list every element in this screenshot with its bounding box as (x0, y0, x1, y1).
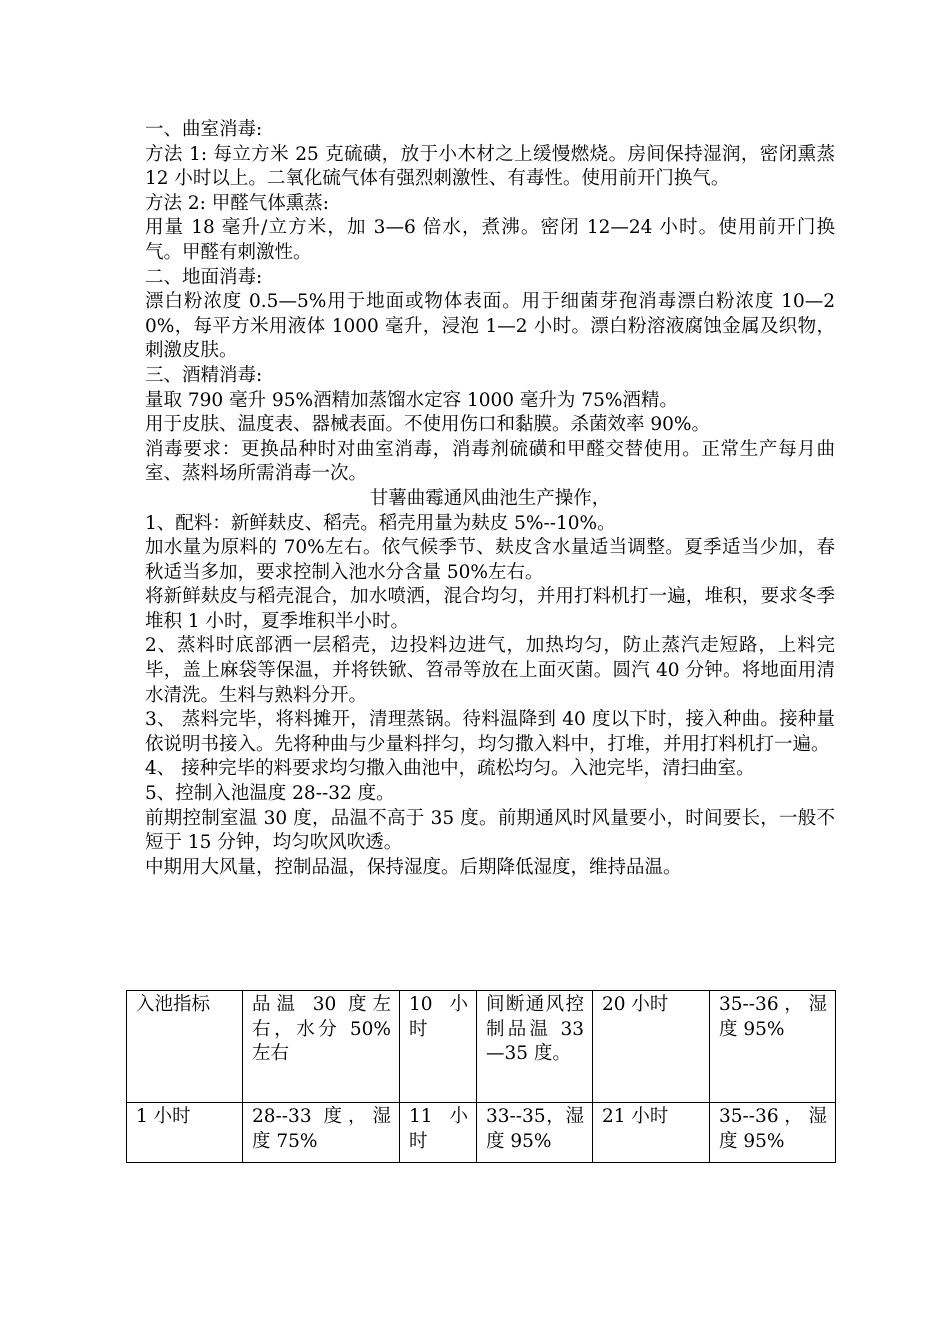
paragraph-method-2: 用量 18 毫升/立方米，加 3—6 倍水，煮沸。密闭 12—24 小时。使用前开门换气。甲醛有刺激性。 (145, 217, 835, 263)
table-cell: 35--36，湿度 95% (710, 1103, 836, 1163)
step-2-steaming: 2、蒸料时底部洒一层稻壳，边投料边进气，加热均匀，防止蒸汽走短路，上料完毕，盖上麻袋等保温，并将铁锨、笤帚等放在上面灭菌。圆汽 40 分钟。将地面用清水清洗。生料与熟料分开。 (145, 635, 835, 706)
heading-alcohol-disinfection: 三、酒精消毒: (145, 364, 263, 386)
process-parameters-table (126, 990, 836, 1163)
table-cell: 1 小时 (127, 1103, 243, 1163)
table-cell: 入池指标 (127, 991, 243, 1103)
step-4-loading: 4、 接种完毕的料要求均匀撒入曲池中，疏松均匀。入池完毕，清扫曲室。 (145, 758, 755, 780)
table-cell: 28--33 度，湿度 75% (243, 1103, 400, 1163)
step-5-mid-late-stage: 中期用大风量，控制品温，保持湿度。后期降低湿度，维持品温。 (145, 856, 682, 878)
paragraph-alcohol-use: 用于皮肤、温度表、器械表面。不使用伤口和黏膜。杀菌效率 90%。 (145, 414, 711, 436)
section-title: 甘薯曲霉通风曲池生产操作， (369, 487, 611, 509)
paragraph-method-1: 方法 1: 每立方米 25 克硫磺，放于小木材之上缓慢燃烧。房间保持湿润，密闭熏蒸 12 小时以上。二氧化硫气体有强烈刺激性、有毒性。使用前开门换气。 (145, 143, 835, 190)
step-1-water: 加水量为原料的 70%左右。依气候季节、麸皮含水量适当调整。夏季适当少加，春秋适当多加，要求控制入池水分含量 50%左右。 (145, 537, 835, 583)
table-row (127, 991, 836, 1103)
table-cell: 10 小时 (400, 991, 477, 1103)
step-1-ingredients: 1、配料：新鲜麸皮、稻壳。稻壳用量为麸皮 5%--10%。 (145, 512, 616, 534)
paragraph-method-2-title: 方法 2: 甲醛气体熏蒸: (145, 192, 329, 214)
document-body (145, 118, 835, 880)
paragraph-bleach: 漂白粉浓度 0.5—5%用于地面或物体表面。用于细菌芽孢消毒漂白粉浓度 10—20%，每平方米用液体 1000 毫升，浸泡 1—2 小时。漂白粉溶液腐蚀金属及织物，刺激皮肤。 (145, 291, 835, 362)
table-cell: 20 小时 (593, 991, 710, 1103)
step-5-temperature: 5、控制入池温度 28--32 度。 (145, 783, 395, 805)
heading-room-disinfection: 一、曲室消毒: (145, 119, 263, 140)
step-1-mixing: 将新鲜麸皮与稻壳混合，加水喷洒，混合均匀，并用打料机打一遍，堆积，要求冬季堆积 1 小时，夏季堆积半小时。 (145, 586, 835, 632)
heading-floor-disinfection: 二、地面消毒: (145, 266, 263, 288)
paragraph-disinfection-requirements: 消毒要求：更换品种时对曲室消毒，消毒剂硫磺和甲醛交替使用。正常生产每月曲室、蒸料场所需消毒一次。 (145, 438, 835, 485)
table-cell: 35--36，湿度 95% (710, 991, 836, 1103)
table-cell: 品温 30 度左右，水分 50%左右 (243, 991, 400, 1103)
table-cell: 11 小时 (400, 1103, 477, 1163)
table-cell: 间断通风控制品温 33—35 度。 (477, 991, 593, 1103)
table-row (127, 1103, 836, 1163)
paragraph-alcohol-prep: 量取 790 毫升 95%酒精加蒸馏水定容 1000 毫升为 75%酒精。 (145, 389, 678, 411)
step-3-inoculation: 3、 蒸料完毕，将料摊开，清理蒸锅。待料温降到 40 度以下时，接入种曲。接种量依说明书接入。先将种曲与少量料拌匀，均匀撒入料中，打堆，并用打料机打一遍。 (145, 709, 835, 755)
step-5-early-stage: 前期控制室温 30 度，品温不高于 35 度。前期通风时风量要小，时间要长，一般不短于 15 分钟，均匀吹风吹透。 (145, 807, 835, 854)
table-cell: 21 小时 (593, 1103, 710, 1163)
table-cell: 33--35，湿度 95% (477, 1103, 593, 1163)
